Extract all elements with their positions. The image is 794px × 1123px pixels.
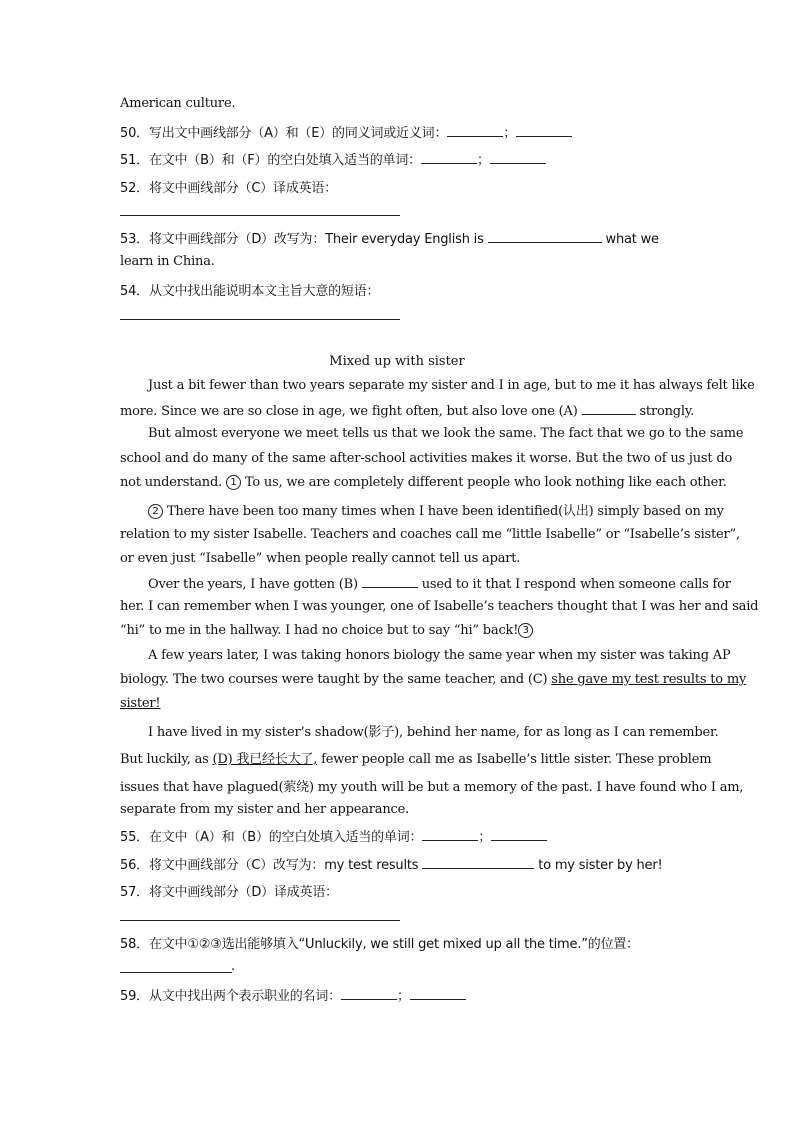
text-span: To us, we are completely different people who look nothing like each other.	[244, 475, 727, 490]
question-53	[120, 228, 659, 247]
paragraph-line: or even just “Isabelle” when people really cannot tell us apart.	[120, 551, 521, 566]
question-50	[120, 122, 572, 141]
answer-line[interactable]	[120, 972, 232, 973]
answer-blank[interactable]	[422, 856, 534, 869]
paragraph-line: But almost everyone we meet tells us that we look the same. The fact that we go to the same	[148, 426, 744, 441]
question-51	[120, 149, 546, 168]
circled-number-2: 2	[148, 504, 163, 519]
blank-a[interactable]	[582, 402, 636, 415]
separator: ；	[476, 153, 490, 168]
text-span: biology. The two courses were taught by the same teacher, and (C)	[120, 672, 548, 687]
question-59-text: 59．从文中找出两个表示职业的名词：	[120, 989, 341, 1004]
question-56	[120, 854, 663, 873]
paragraph-line: A few years later, I was taking honors biology the same year when my sister was taking AP	[148, 648, 731, 663]
paragraph-line	[148, 500, 724, 519]
question-58: 58．在文中①②③选出能够填入“Unluckily, we still get mixed up all the time.”的位置：	[120, 937, 639, 952]
question-53-continuation: learn in China.	[120, 254, 215, 269]
paragraph-line: her. I can remember when I was younger, one of Isabelle’s teachers thought that I was her and said	[120, 599, 759, 614]
answer-blank[interactable]	[421, 151, 477, 164]
answer-line[interactable]	[120, 215, 400, 216]
question-56-text: 56．将文中画线部分（C）改写为：my test results	[120, 858, 419, 873]
text-span: strongly.	[639, 404, 695, 419]
paragraph-line: I have lived in my sister’s shadow(影子), behind her name, for as long as I can remember.	[148, 725, 719, 740]
paragraph-line: issues that have plagued(萦绕) my youth will be but a memory of the past. I have found who I am,	[120, 780, 744, 795]
answer-blank[interactable]	[490, 151, 546, 164]
text-span: But luckily, as	[120, 752, 209, 767]
question-54: 54．从文中找出能说明本文主旨大意的短语：	[120, 284, 380, 299]
paragraph-line: relation to my sister Isabelle. Teachers and coaches call me “little Isabelle” or “Isabelle’s sister”,	[120, 527, 740, 542]
blank-b[interactable]	[362, 575, 418, 588]
question-51-text: 51．在文中（B）和（F）的空白处填入适当的单词：	[120, 153, 421, 168]
circled-number-3: 3	[518, 623, 533, 638]
separator: ；	[478, 830, 492, 845]
text-span: used to it that I respond when someone calls for	[421, 577, 731, 592]
question-52: 52．将文中画线部分（C）译成英语：	[120, 181, 338, 196]
question-57: 57．将文中画线部分（D）译成英语：	[120, 885, 338, 900]
period: .	[231, 959, 235, 974]
question-53-text: 53．将文中画线部分（D）改写为：Their everyday English is	[120, 232, 484, 247]
underlined-c: she gave my test results to my	[551, 672, 747, 687]
text-line: American culture.	[120, 96, 236, 111]
text-span: There have been too many times when I have been identified(认出) simply based on my	[166, 504, 724, 519]
answer-blank[interactable]	[488, 230, 602, 243]
separator: ；	[503, 126, 517, 141]
separator: ；	[396, 989, 410, 1004]
circled-number-1: 1	[226, 475, 241, 490]
answer-blank[interactable]	[447, 124, 503, 137]
answer-blank[interactable]	[341, 987, 397, 1000]
text-span: “hi” to me in the hallway. I had no choice but to say “hi” back!	[120, 623, 519, 638]
question-56-tail: to my sister by her!	[538, 858, 663, 873]
question-53-tail: what we	[605, 232, 659, 247]
paragraph-line	[120, 475, 727, 490]
paragraph-line	[120, 748, 711, 767]
answer-blank[interactable]	[422, 828, 478, 841]
answer-line[interactable]	[120, 920, 400, 921]
answer-blank[interactable]	[491, 828, 547, 841]
passage-title: Mixed up with sister	[329, 354, 465, 369]
paragraph-line	[148, 575, 731, 592]
question-55	[120, 826, 547, 845]
answer-blank[interactable]	[516, 124, 572, 137]
text-span: Over the years, I have gotten (B)	[148, 577, 358, 592]
question-55-text: 55．在文中（A）和（B）的空白处填入适当的单词：	[120, 830, 423, 845]
question-50-text: 50．写出文中画线部分（A）和（E）的同义词或近义词：	[120, 126, 448, 141]
underlined-d: (D) 我已经长大了,	[212, 752, 318, 767]
text-span: more. Since we are so close in age, we fight often, but also love one (A)	[120, 404, 578, 419]
paragraph-line	[120, 672, 746, 687]
paragraph-line	[120, 623, 533, 638]
question-59	[120, 985, 466, 1004]
answer-blank[interactable]	[410, 987, 466, 1000]
text-span: not understand.	[120, 475, 223, 490]
underlined-c-continuation: sister!	[120, 696, 161, 711]
paragraph-line: Just a bit fewer than two years separate my sister and I in age, but to me it has always felt like	[148, 378, 755, 393]
paragraph-line	[120, 402, 694, 419]
paragraph-line: school and do many of the same after-school activities makes it worse. But the two of us just do	[120, 451, 733, 466]
text-span: fewer people call me as Isabelle’s little sister. These problem	[321, 752, 712, 767]
answer-line[interactable]	[120, 319, 400, 320]
paragraph-line: separate from my sister and her appearance.	[120, 802, 410, 817]
